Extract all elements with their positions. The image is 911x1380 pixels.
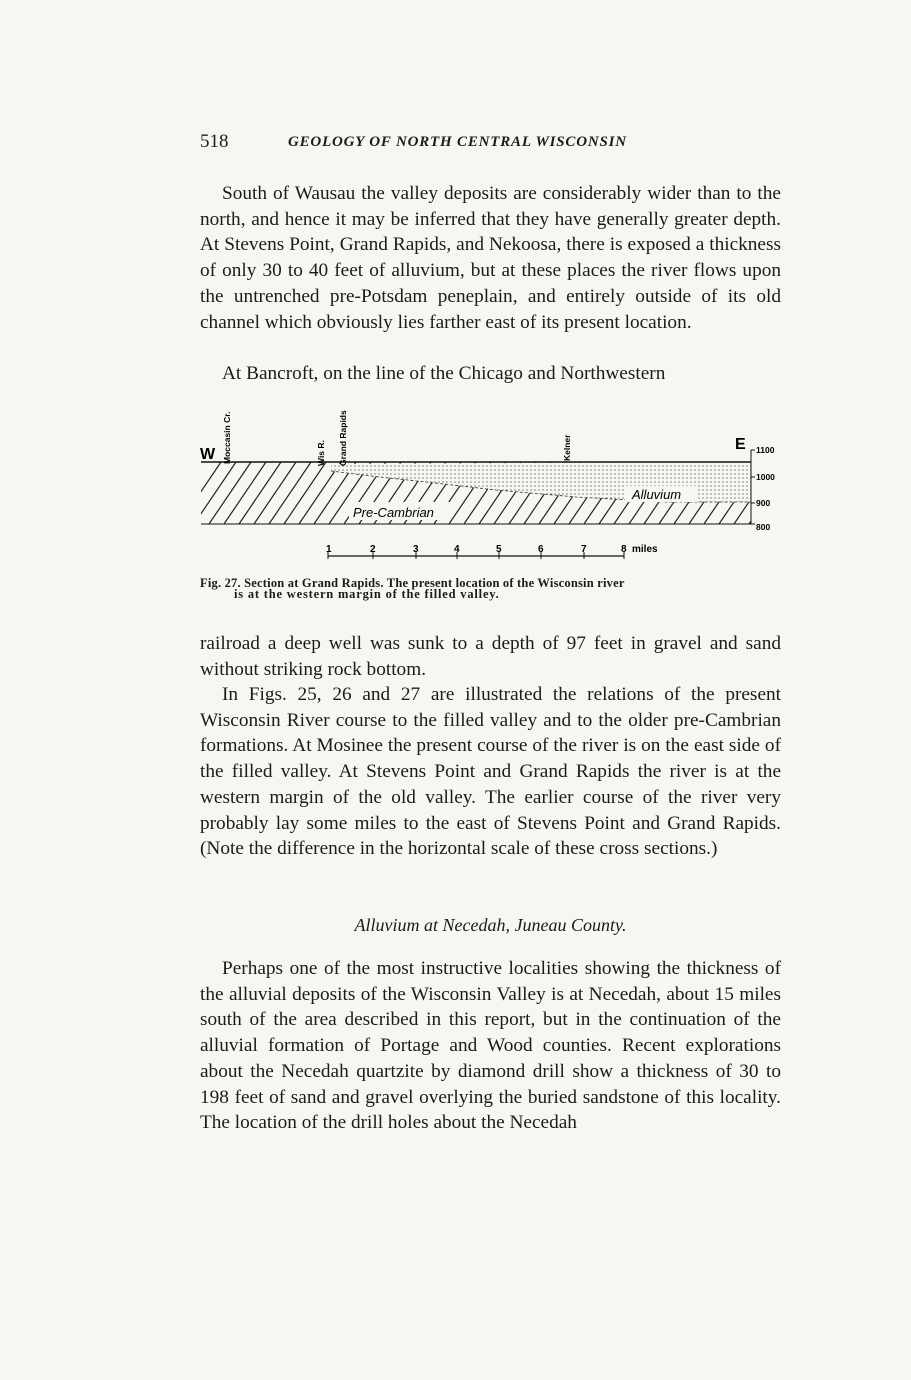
caption-line: Fig. 27. Section at Grand Rapids. The present location of the Wisconsin river xyxy=(200,576,625,590)
scale-number: 4 xyxy=(454,544,460,555)
elevation-label-800: 800 xyxy=(756,522,771,532)
paragraph-figures-relations: In Figs. 25, 26 and 27 are illustrated the relations of the present Wisconsin River course to the filled valley and to the older pre-Cambrian formations. At Mosinee the present course of the river is on the east side of the filled valley. At Stevens Point and Grand Rapids the river is at the western margin of the old valley. The earlier course of the river very probably lay some miles to the east of Stevens Point and Grand Rapids. (Note the difference in the horizontal scale of these cross sections.) xyxy=(200,684,781,860)
figure-caption xyxy=(200,578,784,600)
scale-unit: miles xyxy=(632,544,658,555)
east-label: E xyxy=(735,436,746,453)
page-number: 518 xyxy=(200,131,229,152)
paragraph-railroad-well: railroad a deep well was sunk to a depth of 97 feet in gravel and sand without striking rock bottom. xyxy=(200,633,781,680)
scale-number: 7 xyxy=(581,544,587,555)
paragraph-bancroft: At Bancroft, on the line of the Chicago and Northwestern xyxy=(222,363,666,384)
scale-number: 5 xyxy=(496,544,502,555)
pre-cambrian-label: Pre-Cambrian xyxy=(353,505,434,520)
scale-number: 2 xyxy=(370,544,376,555)
scale-number: 3 xyxy=(413,544,419,555)
grand-rapids-label: Grand Rapids xyxy=(338,410,348,466)
caption-line: is at the western margin of the filled valley. xyxy=(234,587,500,601)
alluvium-label: Alluvium xyxy=(632,487,682,502)
paragraph-necedah: Perhaps one of the most instructive localities showing the thickness of the alluvial deposits of the Wisconsin Valley is at Necedah, about 15 miles south of the area described in this report, but in the continuation of the alluvial formation of Portage and Wood counties. Recent explorations about the Necedah quartzite by diamond drill show a thickness of 30 to 198 feet of sand and gravel overlying the buried sandstone of this locality. The location of the drill holes about the Necedah xyxy=(200,958,781,1134)
elevation-label-900: 900 xyxy=(756,498,771,508)
elevation-label-1100: 1100 xyxy=(756,445,775,455)
cross-section-figure xyxy=(196,398,786,570)
section-heading: Alluvium at Necedah, Juneau County. xyxy=(354,915,627,935)
running-title: GEOLOGY OF NORTH CENTRAL WISCONSIN xyxy=(288,134,627,150)
scale-number: 6 xyxy=(538,544,544,555)
wisconsin-river-label: Wis R. xyxy=(316,440,326,466)
elevation-label-1000: 1000 xyxy=(756,472,775,482)
west-label: W xyxy=(200,446,216,463)
scale-number: 8 xyxy=(621,544,627,555)
scale-number: 1 xyxy=(326,544,332,555)
page-header xyxy=(200,131,790,157)
kelner-label: Kelner xyxy=(562,434,572,461)
paragraph-wausau: South of Wausau the valley deposits are considerably wider than to the north, and hence it may be inferred that they have generally greater depth. At Stevens Point, Grand Rapids, and Nekoosa, there is exposed a thickness of only 30 to 40 feet of alluvium, but at these places the river flows upon the untrenched pre-Potsdam peneplain, and entirely outside of its old channel which obviously lies farther east of its present location. xyxy=(200,183,781,333)
moccasin-creek-label: Moccasin Cr. xyxy=(222,411,232,464)
